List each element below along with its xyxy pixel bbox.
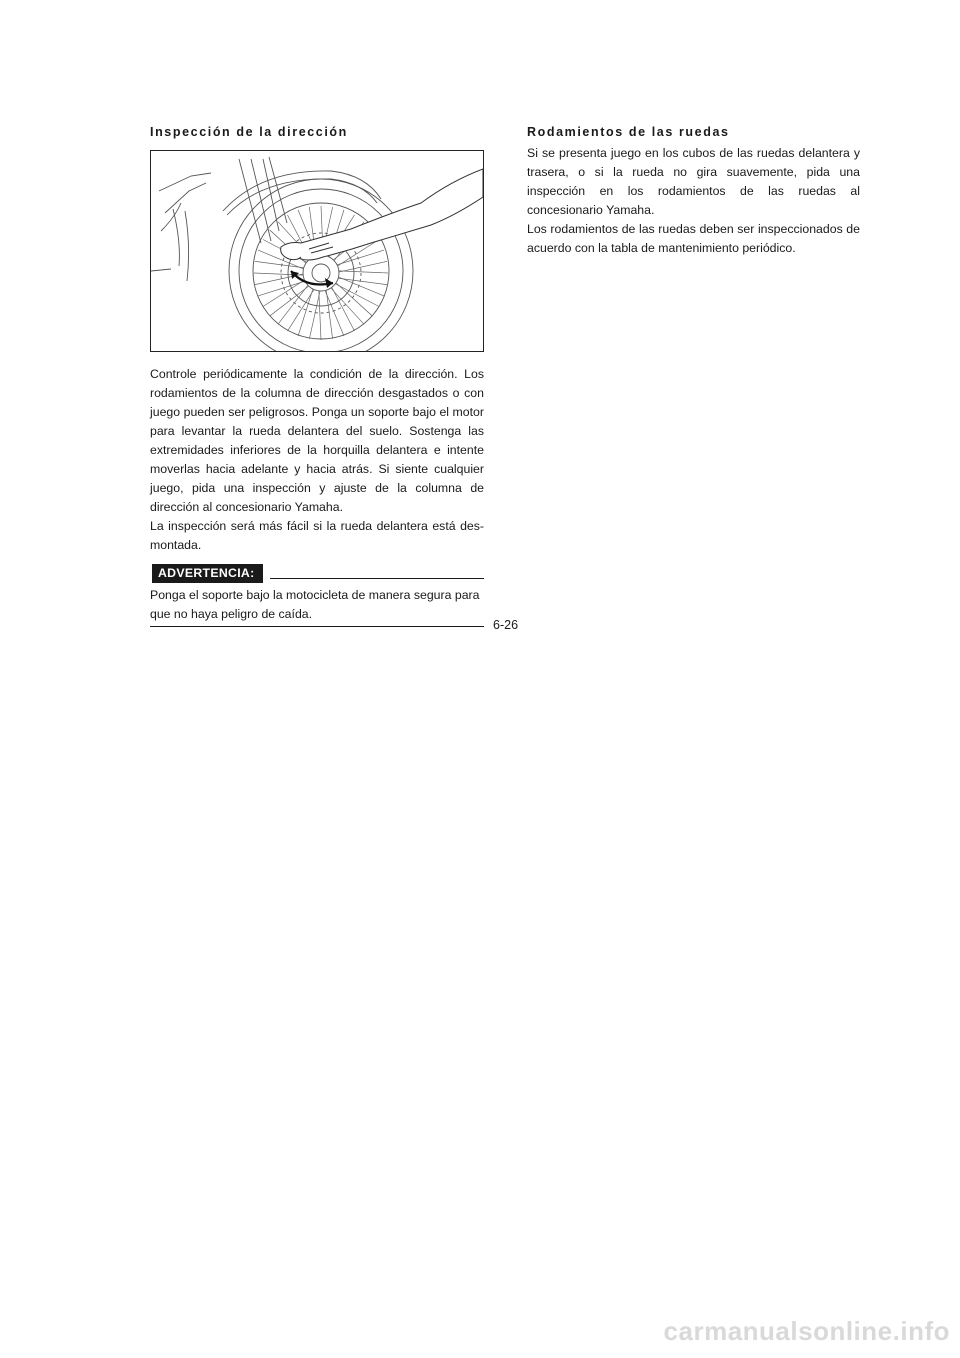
steering-paragraph-2: La inspección será más fácil si la rueda delantera está des-montada.: [150, 519, 484, 552]
wheel-bearings-heading: Rodamientos de las ruedas: [527, 125, 730, 139]
steering-inspection-text: [150, 365, 484, 555]
left-column: [150, 120, 484, 627]
watermark-text: carmanualsonline.info: [663, 1316, 950, 1346]
warning-box: [150, 564, 484, 627]
bearings-paragraph-2: Los rodamientos de las ruedas deben ser inspeccionados de acuerdo con la tabla de mantenimiento periódico.: [527, 222, 860, 255]
wheel-bearings-text: [527, 144, 860, 258]
warning-label: ADVERTENCIA:: [152, 564, 263, 583]
steering-inspection-heading: Inspección de la dirección: [150, 125, 348, 139]
warning-header: [150, 564, 484, 586]
steering-paragraph-1: Controle periódicamente la condición de la dirección. Los rodamientos de la columna de dirección desgastados o con juego pueden ser peligrosos. Ponga un soporte bajo el motor para levantar la rueda delantera del suelo. Sostenga las extremidades inferiores de la horquilla delantera e intente moverlas hacia adelante y hacia atrás. Si siente cualquier juego, pida una inspección y ajuste de la columna de dirección al concesionario Yamaha.: [150, 367, 484, 514]
front-wheel-hand-drawing: [151, 151, 483, 351]
warning-top-rule: [270, 578, 484, 579]
steering-inspection-illustration: [150, 150, 484, 352]
warning-text: Ponga el soporte bajo la motocicleta de manera segura para que no haya peligro de caída.: [150, 586, 484, 627]
right-column: [527, 120, 860, 258]
bearings-paragraph-1: Si se presenta juego en los cubos de las ruedas delantera y trasera, o si la rueda no gira suavemente, pida una inspección en los rodamientos de las ruedas al concesionario Yamaha.: [527, 146, 860, 217]
page-number: 6-26: [493, 618, 519, 632]
